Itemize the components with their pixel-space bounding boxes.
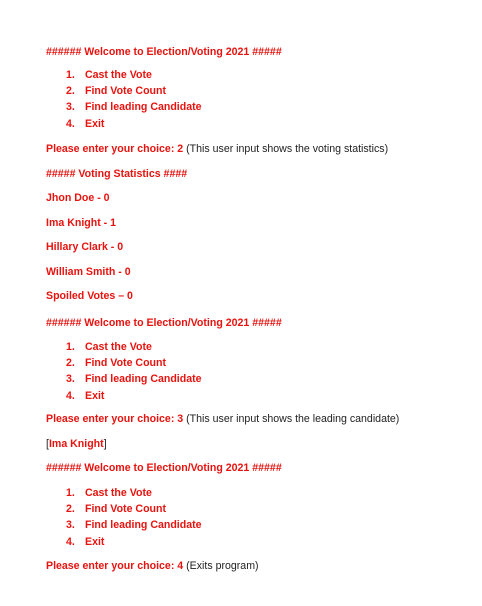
choice-prompt-2 (46, 412, 399, 426)
voting-statistics-header: ##### Voting Statistics #### (46, 168, 188, 180)
menu-item (66, 356, 202, 372)
main-menu-1 (66, 68, 202, 133)
menu-item-label: Find Vote Count (85, 85, 167, 98)
menu-item-label: Exit (85, 389, 105, 402)
prompt-note: (Exits program) (183, 560, 259, 572)
menu-item (66, 389, 202, 405)
leading-candidate-output (46, 437, 107, 451)
menu-item-number: 2. (66, 503, 75, 516)
prompt-note: (This user input shows the leading candidate) (183, 413, 400, 425)
menu-item (66, 502, 202, 518)
bracket-close: ] (103, 438, 107, 450)
prompt-label: Please enter your choice: 3 (46, 413, 184, 425)
welcome-header-3: ###### Welcome to Election/Voting 2021 ##### (46, 462, 282, 474)
welcome-header-1: ###### Welcome to Election/Voting 2021 ##### (46, 46, 282, 58)
stat-line: William Smith - 0 (46, 266, 131, 278)
menu-item-number: 1. (66, 69, 75, 81)
menu-item (66, 100, 202, 116)
stat-line: Hillary Clark - 0 (46, 241, 124, 253)
menu-item-number: 3. (66, 101, 75, 114)
menu-item (66, 518, 202, 534)
menu-item (66, 340, 202, 356)
menu-item-number: 2. (66, 357, 75, 370)
menu-item (66, 372, 202, 388)
menu-item-number: 3. (66, 519, 75, 532)
menu-item-label: Cast the Vote (85, 487, 152, 499)
menu-item-number: 4. (66, 389, 75, 402)
menu-item-label: Exit (85, 535, 105, 548)
prompt-label: Please enter your choice: 4 (46, 560, 184, 572)
menu-item-label: Cast the Vote (85, 69, 152, 81)
bracket-open: [ (46, 438, 49, 450)
stat-line: Jhon Doe - 0 (46, 192, 110, 204)
stat-line: Ima Knight - 1 (46, 217, 117, 229)
main-menu-2 (66, 340, 202, 405)
menu-item-label: Find Vote Count (85, 357, 167, 370)
menu-item (66, 486, 202, 502)
menu-item-label: Exit (85, 117, 105, 130)
menu-item-label: Find Vote Count (85, 503, 167, 516)
prompt-label: Please enter your choice: 2 (46, 143, 184, 155)
menu-item-number: 1. (66, 487, 75, 499)
menu-item-label: Cast the Vote (85, 341, 152, 353)
menu-item-label: Find leading Candidate (85, 373, 202, 386)
menu-item (66, 117, 202, 133)
welcome-header-2: ###### Welcome to Election/Voting 2021 ##### (46, 317, 282, 329)
menu-item (66, 68, 202, 84)
menu-item (66, 535, 202, 551)
choice-prompt-3 (46, 559, 259, 573)
menu-item (66, 84, 202, 100)
menu-item-number: 1. (66, 341, 75, 353)
menu-item-number: 4. (66, 117, 75, 130)
menu-item-number: 3. (66, 373, 75, 386)
leading-candidate-name: Ima Knight (48, 438, 104, 450)
menu-item-number: 4. (66, 535, 75, 548)
main-menu-3 (66, 486, 202, 551)
menu-item-label: Find leading Candidate (85, 519, 202, 532)
stat-line: Spoiled Votes – 0 (46, 290, 133, 302)
choice-prompt-1 (46, 142, 388, 156)
prompt-note: (This user input shows the voting statistics) (183, 143, 389, 155)
menu-item-number: 2. (66, 85, 75, 98)
menu-item-label: Find leading Candidate (85, 101, 202, 114)
